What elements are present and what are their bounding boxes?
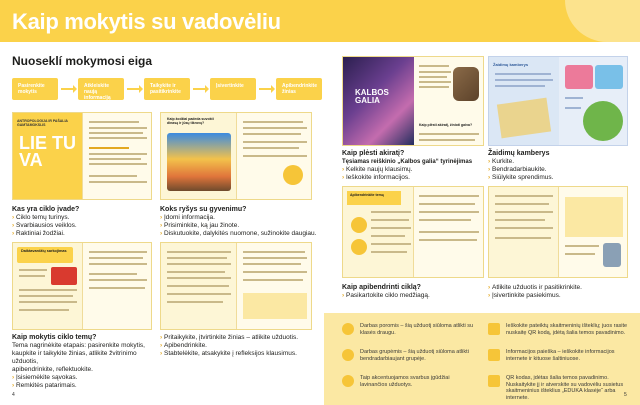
summary-thumbnail	[342, 186, 484, 278]
legend-item: Informacijos paieška – ieškokite informacijos internete ir kituose šaltiniuose.	[506, 349, 615, 362]
flow-step: Apibendrinkite žinias	[276, 78, 322, 100]
thumb-lesson-title: Kaip žodžiai padeda suvokti dinasą ir jūsų tikrovę?	[167, 117, 214, 125]
caption-item: › Ciklo temų turinys.	[12, 214, 152, 222]
caption-item: › Atlikite užduotis ir pasitikrinkite.	[488, 284, 633, 292]
caption-title: Koks ryšys su gyvenimu?	[160, 206, 247, 213]
caption-title: Kaip apibendrinti ciklą?	[342, 284, 421, 291]
caption-item: › Stabtelėkite, atsakykite į refleksijos klausimus.	[160, 350, 320, 358]
summarize-caption	[342, 284, 484, 300]
legend-item: Darbas grupėmis – šią užduotį siūloma atlikti bendradarbiaujant grupėje.	[360, 349, 469, 362]
caption-item: › Kurkite.	[488, 158, 628, 166]
smiley-icon	[283, 165, 303, 185]
header-band	[0, 0, 640, 42]
caption-item: › Ieškokite informacijos.	[342, 174, 484, 182]
caption-subtitle: Tęsiamas reiškinio „Kalbos galia“ tyrinėjimas	[342, 159, 473, 165]
legend-item: Darbas poromis – šią užduotį siūloma atlikti su klasės draugu.	[360, 323, 474, 336]
caption-text: kaupkite ir taikykite žinias, atlikite žvitrinimo užduotis,	[12, 350, 137, 365]
caption-item: › Raktiniai žodžiai.	[12, 230, 152, 238]
caption-title: Žaidimų kamberys	[488, 150, 550, 157]
caption-item: › Apibendrinkite.	[160, 342, 320, 350]
cycle-intro-thumbnail	[12, 112, 152, 200]
clay-tablet-image	[453, 67, 479, 101]
flow-arrow-icon	[193, 88, 207, 90]
caption-item: › Kelkite naujų klausimų.	[342, 166, 484, 174]
topic-thumbnail	[12, 242, 152, 330]
legend-item: Taip akcentuojamos svarbus įgūdžiai lavinančios užduotys.	[360, 375, 450, 388]
caption-item: › Siūlykite sprendimus.	[488, 174, 628, 182]
topic-caption	[12, 334, 157, 390]
legend-item: QR kodas, įdėtas šalia temos pavadinimo. Nuskaitykite jį ir atverskite su vadovėliu susietus skaitmeninius išteklius „EDUKA klasėje“ arba internete.	[506, 375, 624, 401]
search-icon	[488, 349, 500, 361]
learning-flow	[12, 78, 322, 100]
games-thumbnail	[488, 56, 628, 146]
caption-item: › Prisiminkite, ką jau žinote.	[160, 222, 320, 230]
thumb-cycle-title: ANTROPOLOGIJA IR PAŠALIA GAMTAMOKSLIS	[17, 119, 68, 127]
flow-step: Atkleiskite naują informaciją	[78, 78, 124, 100]
pair-work-icon	[342, 323, 354, 335]
cycle-caption	[12, 206, 152, 238]
check-thumbnail	[488, 186, 628, 278]
page-number-left: 4	[12, 392, 15, 398]
qr-code-icon	[488, 375, 500, 387]
flow-step: Pasirenkite mokytis	[12, 78, 58, 100]
flow-step: Įsivertinkite	[210, 78, 256, 100]
flow-arrow-icon	[259, 88, 273, 90]
caption-item: › Įsisiemėkite sąvokas.	[12, 374, 157, 382]
students-photo	[167, 133, 231, 191]
page-title: Kaip mokytis su vadovėliu	[12, 9, 281, 34]
caption-text: apibendrinkite, reflektuokite.	[12, 366, 93, 373]
caption-item: › Diskutuokite, dalykitės nuomone, sužinokite daugiau.	[160, 230, 320, 238]
robot-image	[603, 243, 621, 267]
pencil-image	[497, 98, 551, 139]
caption-item: › Bendradarbiaukite.	[488, 166, 628, 174]
digital-resources-icon	[488, 323, 500, 335]
flow-step: Taikykite ir pasitikrinkite	[144, 78, 190, 100]
section-subtitle: Nuoseklí mokymosi eiga	[12, 54, 153, 68]
apply-thumbnail	[160, 242, 312, 330]
caption-item: › Įdomi informacija.	[160, 214, 320, 222]
caption-item: › Pasikartokite ciklo medžiagą.	[342, 292, 484, 300]
drawing-image	[565, 65, 593, 89]
caption-item: › Svarbiausios veiklos.	[12, 222, 152, 230]
caption-title: Kas yra ciklo įvade?	[12, 206, 80, 213]
page-number-right: 5	[624, 392, 627, 398]
caption-title: Kaip mokytis ciklo temų?	[12, 334, 97, 341]
skill-icon	[342, 375, 354, 387]
legend-box	[324, 313, 640, 405]
caption-item: › Pritaikykite, įtvirtinkite žinias – atlikite užduotis.	[160, 334, 320, 342]
thumb-ext-question: Kaip plėsti akiratį, žinioti gaiva?	[419, 123, 473, 127]
drawing-image	[595, 65, 623, 89]
flow-arrow-icon	[61, 88, 75, 90]
flow-arrow-icon	[127, 88, 141, 90]
basket-image	[51, 267, 77, 285]
check-caption	[488, 284, 633, 300]
life-connection-thumbnail	[160, 112, 312, 200]
caption-title: Kaip plėsti akiratį?	[342, 150, 405, 157]
thumb-ext-title: KALBOS GALIA	[355, 88, 389, 105]
life-caption	[160, 206, 320, 238]
games-caption	[488, 150, 628, 182]
thumb-theme-title: Daiktavardžių sarkojimas	[21, 249, 67, 253]
tree-image	[583, 101, 623, 141]
thumb-cycle-letters: LIE TU VA	[19, 133, 76, 170]
apply-caption	[160, 334, 320, 358]
group-work-icon	[342, 349, 354, 361]
broaden-thumbnail	[342, 56, 484, 146]
broaden-caption	[342, 150, 484, 182]
thumb-summary-title: Apibendrinkite temą	[350, 193, 384, 197]
thumb-games-title: Žaidimų kamberys	[493, 62, 529, 67]
caption-item: › Įsivertinkite pasiekimus.	[488, 292, 633, 300]
caption-item: › Remkitės patarimais.	[12, 382, 157, 390]
caption-text: Tema nagrinėkite etapais: pasirenkite mokytis,	[12, 342, 145, 349]
header-decoration	[565, 0, 640, 42]
legend-item: Ieškokite pateiktų skaitmeninių išteklių; juos rasite nuskaitę QR kodą, įdėtą šalia temos pavadinimo.	[506, 323, 628, 336]
